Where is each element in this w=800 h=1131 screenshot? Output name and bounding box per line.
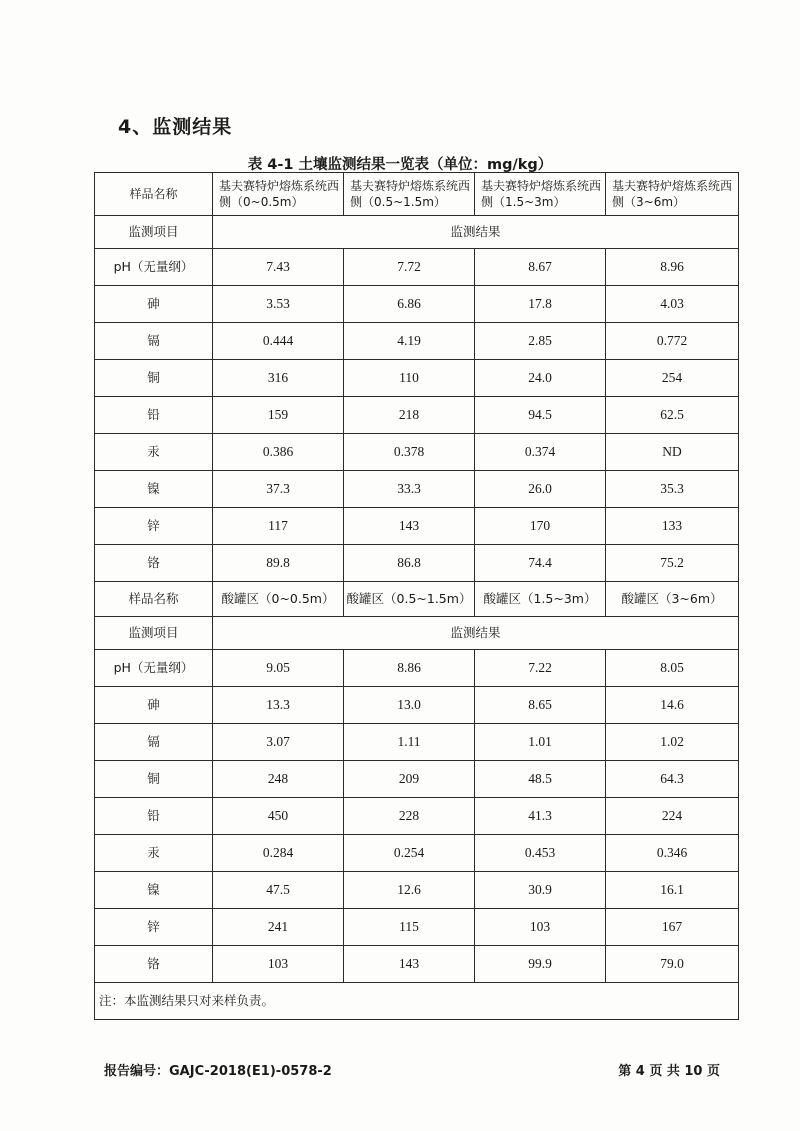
result-value-cell: 143 (344, 508, 475, 545)
result-value-cell: 8.65 (475, 687, 606, 724)
table-row (95, 508, 739, 545)
monitoring-item-cell: 汞 (95, 434, 213, 471)
result-value-cell: 14.6 (606, 687, 739, 724)
table-row (95, 687, 739, 724)
monitoring-item-label: 监测项目 (95, 617, 213, 650)
result-value-cell: 0.453 (475, 835, 606, 872)
table-row (95, 761, 739, 798)
result-value-cell: 1.02 (606, 724, 739, 761)
monitoring-item-cell: 铜 (95, 360, 213, 397)
result-value-cell: 64.3 (606, 761, 739, 798)
result-value-cell: 209 (344, 761, 475, 798)
result-value-cell: 0.386 (213, 434, 344, 471)
result-value-cell: 7.72 (344, 249, 475, 286)
result-value-cell: 24.0 (475, 360, 606, 397)
page-number: 第 4 页 共 10 页 (618, 1064, 720, 1079)
result-value-cell: 86.8 (344, 545, 475, 582)
result-value-cell: 3.53 (213, 286, 344, 323)
result-value-cell: 248 (213, 761, 344, 798)
monitoring-item-cell: 铅 (95, 397, 213, 434)
table-note: 注：本监测结果只对来样负责。 (95, 983, 739, 1020)
monitoring-item-cell: 锌 (95, 508, 213, 545)
result-value-cell: 47.5 (213, 872, 344, 909)
monitoring-item-cell: 砷 (95, 286, 213, 323)
group1-site-header-row (95, 173, 739, 216)
table-row (95, 798, 739, 835)
monitoring-item-cell: pH（无量纲） (95, 650, 213, 687)
result-value-cell: 0.346 (606, 835, 739, 872)
result-value-cell: 0.284 (213, 835, 344, 872)
result-value-cell: 17.8 (475, 286, 606, 323)
result-value-cell: 8.96 (606, 249, 739, 286)
table-row (95, 946, 739, 983)
sample-name-label: 样品名称 (95, 582, 213, 617)
table-caption: 表 4-1 土壤监测结果一览表（单位：mg/kg） (247, 157, 553, 173)
monitoring-item-cell: 铬 (95, 545, 213, 582)
monitoring-item-label: 监测项目 (95, 216, 213, 249)
result-value-cell: 1.01 (475, 724, 606, 761)
result-value-cell: 0.444 (213, 323, 344, 360)
result-value-cell: 94.5 (475, 397, 606, 434)
monitoring-item-cell: 镍 (95, 471, 213, 508)
table-row (95, 650, 739, 687)
sample-name-label: 样品名称 (95, 173, 213, 216)
table-row (95, 471, 739, 508)
result-value-cell: 8.67 (475, 249, 606, 286)
result-value-cell: 1.11 (344, 724, 475, 761)
monitoring-item-cell: 铬 (95, 946, 213, 983)
result-value-cell: 0.254 (344, 835, 475, 872)
monitoring-item-cell: 铅 (95, 798, 213, 835)
site-name-cell: 基夫赛特炉熔炼系统西侧（0.5~1.5m） (344, 173, 475, 216)
table-row (95, 360, 739, 397)
monitoring-item-cell: 铜 (95, 761, 213, 798)
site-name-cell: 酸罐区（0.5~1.5m） (344, 582, 475, 617)
monitoring-result-label: 监测结果 (213, 216, 739, 249)
table-row (95, 835, 739, 872)
site-name-cell: 酸罐区（0~0.5m） (213, 582, 344, 617)
result-value-cell: 0.374 (475, 434, 606, 471)
result-value-cell: 16.1 (606, 872, 739, 909)
monitoring-item-cell: 镉 (95, 724, 213, 761)
section-heading: 4、监测结果 (118, 116, 233, 138)
result-value-cell: 30.9 (475, 872, 606, 909)
result-value-cell: 26.0 (475, 471, 606, 508)
result-value-cell: 8.05 (606, 650, 739, 687)
result-value-cell: 170 (475, 508, 606, 545)
result-value-cell: 48.5 (475, 761, 606, 798)
group2-item-header-row (95, 617, 739, 650)
result-value-cell: 167 (606, 909, 739, 946)
note-row (95, 983, 739, 1020)
table-row (95, 909, 739, 946)
result-value-cell: 99.9 (475, 946, 606, 983)
result-value-cell: 12.6 (344, 872, 475, 909)
table-row (95, 434, 739, 471)
result-value-cell: 41.3 (475, 798, 606, 835)
site-name-cell: 基夫赛特炉熔炼系统西侧（1.5~3m） (475, 173, 606, 216)
result-value-cell: 2.85 (475, 323, 606, 360)
site-name-cell: 基夫赛特炉熔炼系统西侧（0~0.5m） (213, 173, 344, 216)
result-value-cell: 8.86 (344, 650, 475, 687)
result-value-cell: 35.3 (606, 471, 739, 508)
result-value-cell: 110 (344, 360, 475, 397)
result-value-cell: 9.05 (213, 650, 344, 687)
result-value-cell: 4.19 (344, 323, 475, 360)
result-value-cell: 133 (606, 508, 739, 545)
result-value-cell: ND (606, 434, 739, 471)
table-row (95, 286, 739, 323)
group1-section (95, 173, 739, 582)
result-value-cell: 159 (213, 397, 344, 434)
result-value-cell: 117 (213, 508, 344, 545)
table-row (95, 323, 739, 360)
monitoring-item-cell: 砷 (95, 687, 213, 724)
result-value-cell: 4.03 (606, 286, 739, 323)
result-value-cell: 37.3 (213, 471, 344, 508)
result-value-cell: 74.4 (475, 545, 606, 582)
group1-item-header-row (95, 216, 739, 249)
result-value-cell: 89.8 (213, 545, 344, 582)
table-row (95, 545, 739, 582)
result-value-cell: 7.43 (213, 249, 344, 286)
result-value-cell: 7.22 (475, 650, 606, 687)
result-value-cell: 75.2 (606, 545, 739, 582)
result-value-cell: 0.378 (344, 434, 475, 471)
result-value-cell: 115 (344, 909, 475, 946)
result-value-cell: 6.86 (344, 286, 475, 323)
result-value-cell: 143 (344, 946, 475, 983)
site-name-cell: 基夫赛特炉熔炼系统西侧（3~6m） (606, 173, 739, 216)
result-value-cell: 224 (606, 798, 739, 835)
report-number: 报告编号：GAJC-2018(E1)-0578-2 (104, 1064, 332, 1079)
result-value-cell: 0.772 (606, 323, 739, 360)
result-value-cell: 13.3 (213, 687, 344, 724)
group2-site-header-row (95, 582, 739, 617)
monitoring-item-cell: pH（无量纲） (95, 249, 213, 286)
result-value-cell: 218 (344, 397, 475, 434)
result-value-cell: 241 (213, 909, 344, 946)
result-value-cell: 228 (344, 798, 475, 835)
result-value-cell: 450 (213, 798, 344, 835)
result-value-cell: 33.3 (344, 471, 475, 508)
table-row (95, 724, 739, 761)
monitoring-item-cell: 锌 (95, 909, 213, 946)
group2-section (95, 582, 739, 983)
result-value-cell: 103 (475, 909, 606, 946)
table-row (95, 872, 739, 909)
result-value-cell: 62.5 (606, 397, 739, 434)
site-name-cell: 酸罐区（1.5~3m） (475, 582, 606, 617)
table-row (95, 249, 739, 286)
soil-results-table (94, 172, 739, 1020)
result-value-cell: 103 (213, 946, 344, 983)
monitoring-item-cell: 镉 (95, 323, 213, 360)
result-value-cell: 254 (606, 360, 739, 397)
monitoring-item-cell: 镍 (95, 872, 213, 909)
result-value-cell: 316 (213, 360, 344, 397)
table-row (95, 397, 739, 434)
result-value-cell: 3.07 (213, 724, 344, 761)
monitoring-result-label: 监测结果 (213, 617, 739, 650)
note-section (95, 983, 739, 1020)
monitoring-item-cell: 汞 (95, 835, 213, 872)
result-value-cell: 79.0 (606, 946, 739, 983)
site-name-cell: 酸罐区（3~6m） (606, 582, 739, 617)
result-value-cell: 13.0 (344, 687, 475, 724)
